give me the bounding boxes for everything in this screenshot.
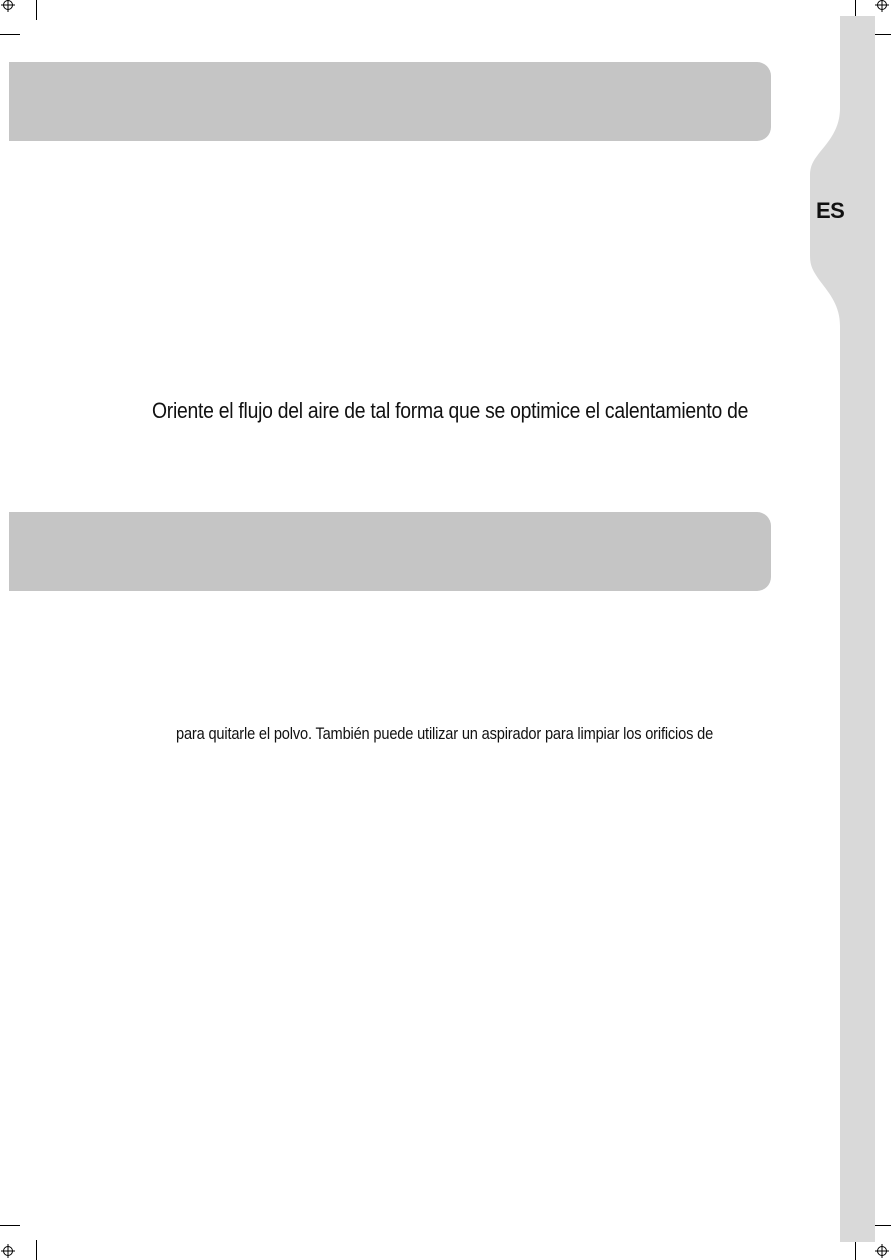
language-tab-label: ES xyxy=(816,198,845,223)
crop-mark-bottom-left-h xyxy=(0,1225,20,1226)
registration-mark-bottom-left-icon xyxy=(1,1244,15,1258)
section-header-band-2 xyxy=(9,512,771,591)
registration-mark-top-right-icon xyxy=(875,0,889,12)
crop-mark-top-left-h xyxy=(0,34,20,35)
registration-mark-top-left-icon xyxy=(1,0,15,12)
crop-mark-bottom-right-v xyxy=(855,1240,856,1260)
body-text-line-2: para quitarle el polvo. También puede utilizar un aspirador para limpiar los orificios de xyxy=(176,724,714,743)
registration-mark-bottom-right-icon xyxy=(875,1244,889,1258)
crop-mark-bottom-left-v xyxy=(36,1240,37,1260)
crop-mark-top-left-v xyxy=(36,0,37,20)
section-header-band-1 xyxy=(9,62,771,141)
body-text-line-1: Oriente el flujo del aire de tal forma que se optimice el calentamiento de xyxy=(152,398,749,423)
